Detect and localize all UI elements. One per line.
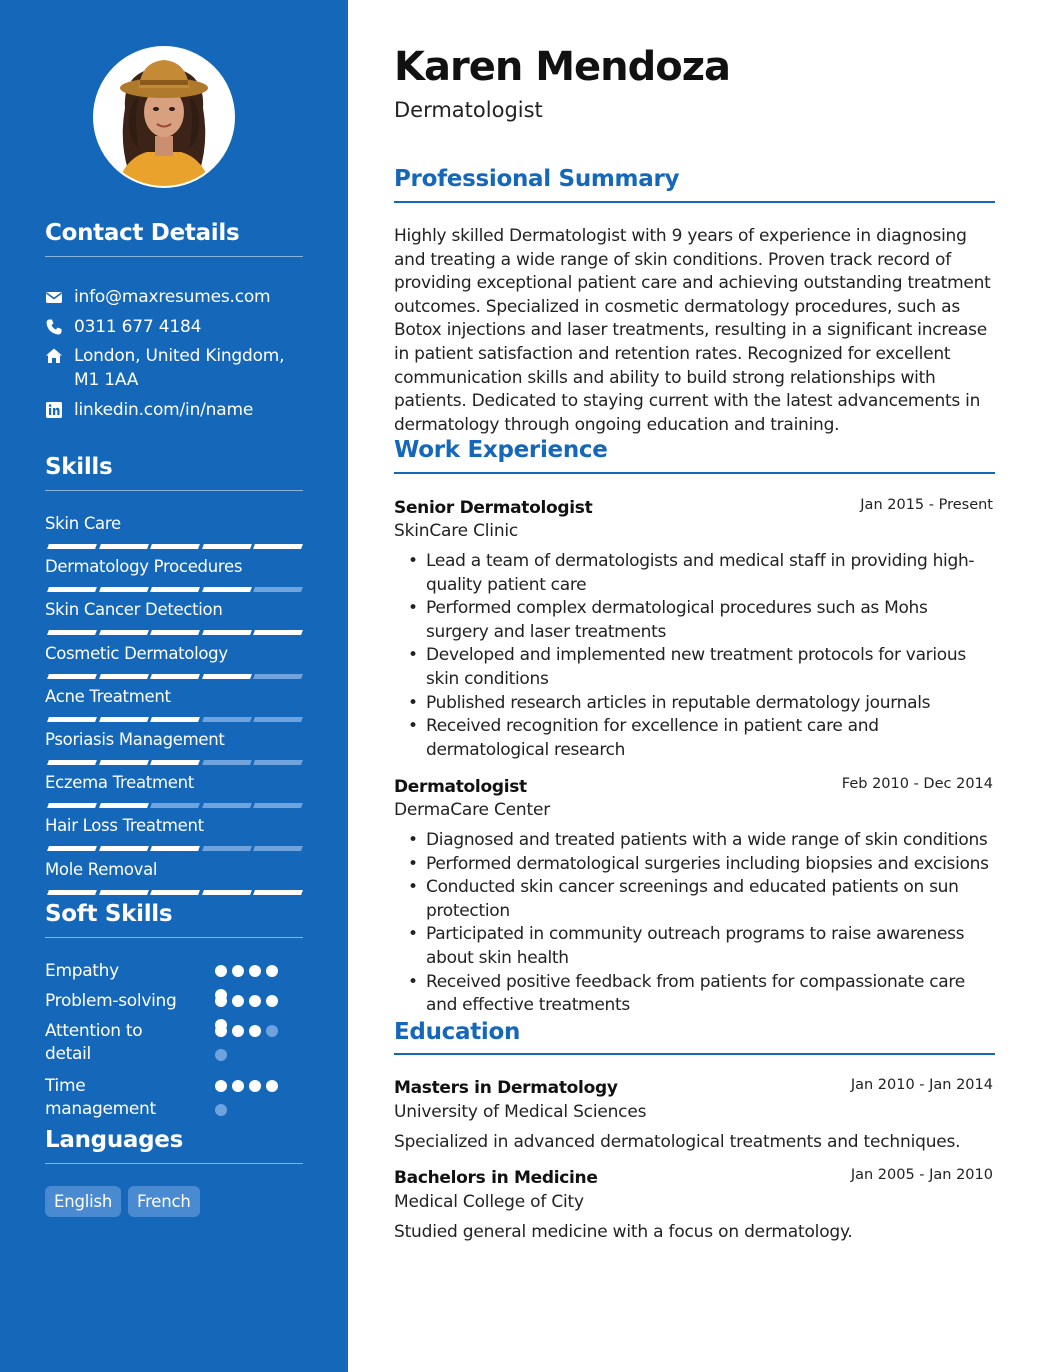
skill-name: Cosmetic Dermatology [45,643,228,663]
rating-dot [266,1080,278,1092]
skill-level-segment [150,803,200,808]
summary-heading: Professional Summary [394,166,680,192]
soft-skill-name: Empathy [45,961,119,981]
list-item: • Received recognition for excellence in patient care and dermatological research [426,715,995,762]
sidebar [0,0,348,1372]
degree-dates: Jan 2010 - Jan 2014 [850,1077,993,1093]
skill-level-segment [202,587,252,592]
school-name: Medical College of City [394,1192,584,1212]
skill-level-segment [150,544,200,549]
degree-title: Bachelors in Medicine [394,1168,598,1188]
language-chip: English [45,1186,121,1217]
soft-skills-divider [45,937,303,938]
job-dates: Feb 2010 - Dec 2014 [841,776,993,792]
skill-level-segment [150,760,200,765]
envelope-icon [45,288,63,306]
skill-level-segment [150,846,200,851]
skill-level-segment [202,760,252,765]
skill-level-bar [45,890,303,896]
summary-divider [394,201,995,203]
skill-name: Psoriasis Management [45,730,225,749]
soft-skill-name: Time management [45,1076,156,1119]
profile-photo-icon [95,48,233,186]
rating-dot [215,965,227,977]
skill-name: Mole Removal [45,859,158,879]
soft-skill-name: Attention to detail [45,1021,143,1064]
rating-dot [266,965,278,977]
skill-level-segment [253,717,303,722]
rating-dot [266,1025,278,1037]
skill-level-segment [47,587,97,592]
list-item: • Received positive feedback from patients for compassionate care and effective treatments [426,971,995,1018]
skill-level-segment [47,890,97,895]
skill-level-segment [99,717,149,722]
contact-heading: Contact Details [45,220,240,246]
skills-divider [45,490,303,491]
skill-level-segment [150,587,200,592]
language-chip: French [128,1186,200,1217]
skill-name: Skin Cancer Detection [45,600,223,620]
rating-dot [215,1104,227,1116]
skill-level-segment [202,803,252,808]
skill-level-segment [47,846,97,851]
skill-level-segment [253,544,303,549]
skill-level-bar [45,760,303,766]
job-title: Senior Dermatologist [394,498,593,518]
education-heading: Education [394,1019,521,1045]
job-title: Dermatologist [394,777,527,797]
skill-level-segment [99,846,149,851]
job-bullets [394,829,995,1018]
rating-dot [215,1080,227,1092]
skill-level-bar [45,717,303,723]
skill-level-segment [47,544,97,549]
degree-description: Specialized in advanced dermatological treatments and techniques. [394,1132,961,1152]
school-name: University of Medical Sciences [394,1102,647,1122]
contact-phone-text: 0311 677 4184 [74,317,202,337]
experience-heading: Work Experience [394,437,608,463]
job-organization: DermaCare Center [394,800,551,820]
soft-skills-heading: Soft Skills [45,901,173,927]
skill-level-segment [202,846,252,851]
avatar [93,46,235,188]
skill-level-segment [202,544,252,549]
list-item: • Lead a team of dermatologists and medical staff in providing high-quality patient care [426,550,995,597]
contact-linkedin-text: linkedin.com/in/name [74,400,254,420]
linkedin-icon [45,401,63,419]
rating-dot [232,995,244,1007]
skill-level-segment [99,760,149,765]
skill-level-segment [47,630,97,635]
summary-text: Highly skilled Dermatologist with 9 years of experience in diagnosing and treating a wide range of skin conditions. Proven track record of providing exceptional patient care and achieving outstanding treatment outcomes. Specialized in cosmetic dermatology procedures, such as Botox injections and laser treatments, resulting in a significant increase in patient satisfaction and retention rates. Recognized for excellent communication skills and ability to build strong relationships with patients. Dedicated to staying current with the latest advancements in dermatology through ongoing education and training. [394,226,991,435]
skill-level-segment [47,760,97,765]
skill-name: Acne Treatment [45,686,171,706]
job-dates: Jan 2015 - Present [860,497,993,513]
skill-name: Hair Loss Treatment [45,816,204,836]
skill-level-segment [47,803,97,808]
skill-level-segment [253,760,303,765]
phone-icon [45,318,63,336]
skill-level-segment [202,630,252,635]
skill-level-segment [253,846,303,851]
contact-address-text: London, United Kingdom, M1 1AA [74,346,285,390]
person-name: Karen Mendoza [394,44,731,90]
list-item: • Diagnosed and treated patients with a wide range of skin conditions [426,829,995,853]
list-item: • Performed dermatological surgeries including biopsies and excisions [426,853,995,877]
skill-level-segment [253,803,303,808]
skill-level-segment [99,803,149,808]
skill-name: Skin Care [45,514,121,533]
degree-title: Masters in Dermatology [394,1078,618,1098]
skill-level-segment [202,890,252,895]
soft-skill-name: Problem-solving [45,991,177,1011]
list-item: • Developed and implemented new treatment protocols for various skin conditions [426,644,995,691]
skill-level-segment [99,890,149,895]
skill-level-segment [47,717,97,722]
home-icon [45,347,63,365]
skill-level-bar [45,630,303,636]
skill-level-segment [150,890,200,895]
skill-level-segment [99,587,149,592]
contact-divider [45,256,303,257]
languages-divider [45,1163,303,1164]
skill-level-bar [45,674,303,680]
list-item: • Performed complex dermatological procedures such as Mohs surgery and laser treatments [426,597,995,644]
education-divider [394,1053,995,1055]
rating-dot [215,1025,227,1037]
skills-heading: Skills [45,454,113,480]
rating-dot [249,1080,261,1092]
skill-level-segment [253,890,303,895]
degree-description: Studied general medicine with a focus on dermatology. [394,1222,853,1242]
skill-level-bar [45,846,303,852]
skill-level-segment [99,630,149,635]
skill-level-segment [150,630,200,635]
skill-level-segment [253,587,303,592]
skill-level-bar [45,587,303,593]
main-content [394,0,995,1372]
skill-level-segment [150,674,200,679]
list-item: • Participated in community outreach programs to raise awareness about skin health [426,923,995,970]
skill-name: Dermatology Procedures [45,557,243,577]
list-item: • Published research articles in reputable dermatology journals [426,692,995,716]
skill-level-segment [47,674,97,679]
job-bullets [394,550,995,762]
skill-level-segment [150,717,200,722]
rating-dot [215,995,227,1007]
rating-dot [249,965,261,977]
rating-dot [266,995,278,1007]
job-organization: SkinCare Clinic [394,521,519,541]
skill-level-bar [45,803,303,809]
rating-dot [249,995,261,1007]
rating-dot [232,1080,244,1092]
degree-dates: Jan 2005 - Jan 2010 [850,1167,993,1183]
contact-email-text: info@maxresumes.com [74,287,271,307]
person-role: Dermatologist [394,98,543,122]
skill-level-segment [253,674,303,679]
rating-dot [215,1049,227,1061]
skill-name: Eczema Treatment [45,773,194,793]
experience-divider [394,472,995,474]
languages-heading: Languages [45,1127,183,1153]
list-item: • Conducted skin cancer screenings and educated patients on sun protection [426,876,995,923]
rating-dot [249,1025,261,1037]
rating-dot [232,1025,244,1037]
rating-dot [232,965,244,977]
skill-level-segment [99,544,149,549]
skill-level-segment [202,674,252,679]
skill-level-segment [253,630,303,635]
skill-level-segment [99,674,149,679]
skill-level-segment [202,717,252,722]
skill-level-bar [45,544,303,550]
